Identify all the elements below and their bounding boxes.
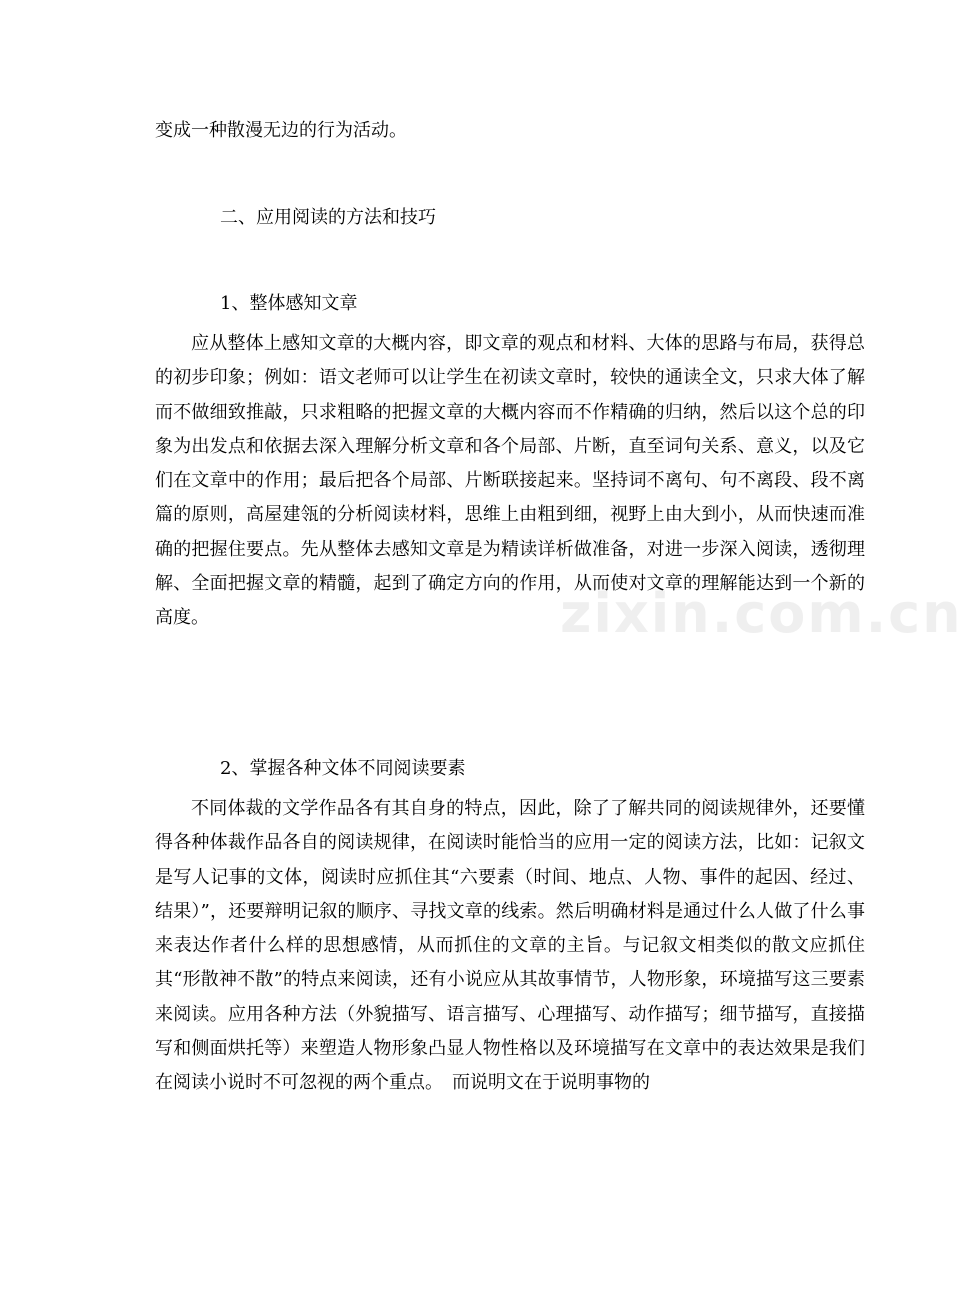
- subsection-1-paragraph: 应从整体上感知文章的大概内容，即文章的观点和材料、大体的思路与布局，获得总的初步印象；例如：语文老师可以让学生在初读文章时，较快的通读全文，只求大体了解而不做细致推敲，只求粗略的把握文章的大概内容而不作精确的归纳，然后以这个总的印象为出发点和依据去深入理解分析文章和各个局部、片断，直至词句关系、意义，以及它们在文章中的作用；最后把各个局部、片断联接起来。坚持词不离句、句不离段、段不离篇的原则，高屋建瓴的分析阅读材料，思维上由粗到细，视野上由大到小，从而快速而准确的把握住要点。先从整体去感知文章是为精读详析做准备，对进一步深入阅读，透彻理解、全面把握文章的精髓，起到了确定方向的作用，从而使对文章的理解能达到一个新的高度。: [155, 333, 865, 629]
- subsection-2-paragraph: 不同体裁的文学作品各有其自身的特点，因此，除了了解共同的阅读规律外，还要懂得各种体裁作品各自的阅读规律，在阅读时能恰当的应用一定的阅读方法，比如：记叙文是写人记事的文体，阅读时应抓住其“六要素（时间、地点、人物、事件的起因、经过、结果）”，还要辩明记叙的顺序、寻找文章的线索。然后明确材料是通过什么人做了什么事来表达作者什么样的思想感情，从而抓住的文章的主旨。与记叙文相类似的散文应抓住其“形散神不散”的特点来阅读，还有小说应从其故事情节，人物形象，环境描写这三要素来阅读。应用各种方法（外貌描写、语言描写、心理描写、动作描写；细节描写，直接描写和侧面烘托等）来塑造人物形象凸显人物性格以及环境描写在文章中的表达效果是我们在阅读小说时不可忽视的两个重点。 而说明文在于说明事物的: [155, 798, 865, 1094]
- section-heading: 二、应用阅读的方法和技巧: [220, 207, 436, 228]
- watermark: zixin.com.cn: [560, 582, 963, 645]
- top-fragment-text: 变成一种散漫无边的行为活动。: [155, 120, 407, 141]
- subsection-1-title: 1、整体感知文章: [220, 293, 358, 314]
- subsection-2-title: 2、掌握各种文体不同阅读要素: [220, 758, 466, 779]
